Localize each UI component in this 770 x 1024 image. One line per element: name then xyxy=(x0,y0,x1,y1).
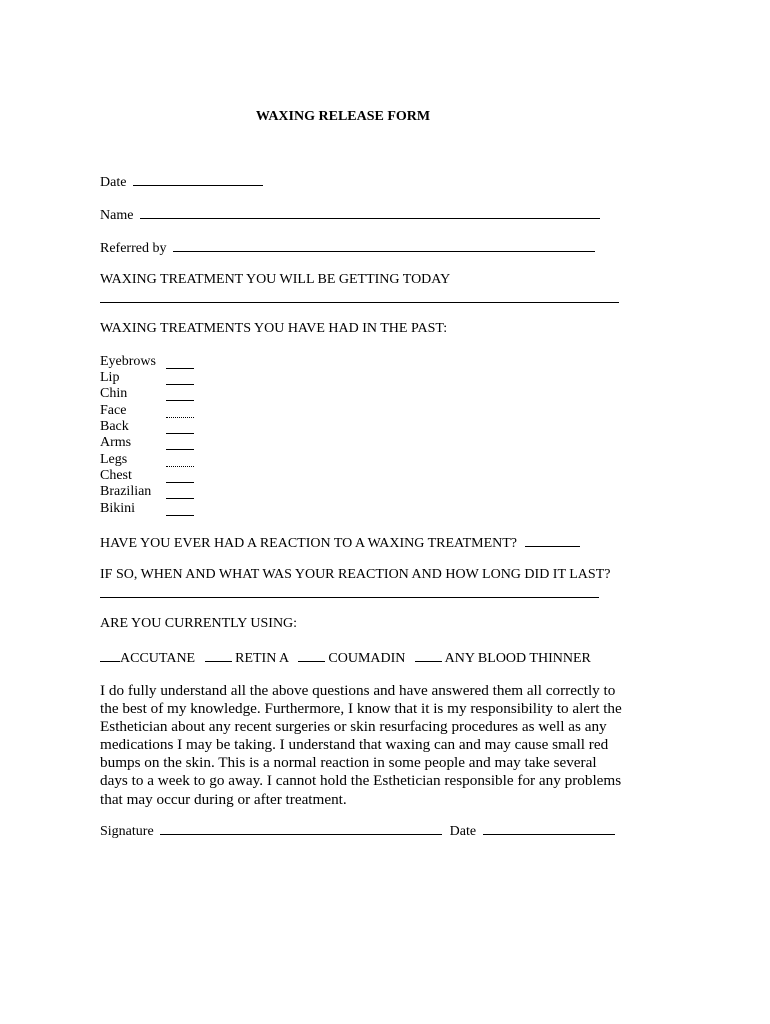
statement-line: days to a week to go away. I cannot hold the Esthetician responsible for any problems xyxy=(100,772,622,790)
release-statement xyxy=(100,682,640,809)
reaction-question: HAVE YOU EVER HAD A REACTION TO A WAXING TREATMENT? xyxy=(100,536,518,551)
statement-line: I do fully understand all the above questions and have answered them all correctly to xyxy=(100,682,616,699)
option-accutane: ACCUTANE xyxy=(120,651,196,666)
medications-heading: ARE YOU CURRENTLY USING: xyxy=(100,616,298,631)
treatment-item-blank[interactable] xyxy=(166,384,194,385)
treatment-item-blank[interactable] xyxy=(166,498,194,499)
statement-line: the best of my knowledge. Furthermore, I know that it is my responsibility to alert the xyxy=(100,700,622,718)
referred-by-field[interactable] xyxy=(173,240,595,252)
treatment-item-label: Eyebrows xyxy=(100,354,156,369)
statement-line: Esthetician about any recent surgeries or skin resurfacing procedures as well as any xyxy=(100,718,607,736)
treatment-item-label: Bikini xyxy=(100,501,136,516)
treatment-item-label: Brazilian xyxy=(100,484,152,499)
retin-a-blank[interactable] xyxy=(205,650,232,662)
statement-line: bumps on the skin. This is a normal reaction in some people and may take several xyxy=(100,754,597,772)
signature-date-label: Date xyxy=(449,824,477,839)
date-row xyxy=(100,174,263,190)
signature-field[interactable] xyxy=(160,823,442,835)
signature-date-field[interactable] xyxy=(483,823,615,835)
statement-line: that may occur during or after treatment. xyxy=(100,790,347,808)
treatment-item-blank[interactable] xyxy=(166,368,194,369)
signature-label: Signature xyxy=(100,824,154,839)
name-label: Name xyxy=(100,208,134,223)
treatment-item-blank[interactable] xyxy=(166,449,194,450)
treatment-item-blank[interactable] xyxy=(166,433,194,434)
treatment-item-label: Lip xyxy=(100,370,120,385)
signature-row xyxy=(100,823,615,839)
treatment-item-blank[interactable] xyxy=(166,417,194,418)
reaction-followup: IF SO, WHEN AND WHAT WAS YOUR REACTION AND HOW LONG DID IT LAST? xyxy=(100,567,611,582)
referred-row xyxy=(100,240,595,256)
reaction-followup-field[interactable] xyxy=(100,597,599,598)
reaction-row xyxy=(100,535,580,551)
date-field[interactable] xyxy=(133,174,263,186)
statement-line: medications I may be taking. I understand that waxing can and may cause small red xyxy=(100,736,609,754)
treatment-item-label: Chin xyxy=(100,386,128,401)
name-field[interactable] xyxy=(140,207,600,219)
name-row xyxy=(100,207,600,223)
treatment-item-label: Face xyxy=(100,403,127,418)
reaction-answer-field[interactable] xyxy=(525,535,580,547)
date-label: Date xyxy=(100,175,127,190)
treatment-item-label: Arms xyxy=(100,435,132,450)
treatment-today-field[interactable] xyxy=(100,302,619,303)
page-title: WAXING RELEASE FORM xyxy=(255,109,431,124)
accutane-blank[interactable] xyxy=(100,650,120,662)
referred-by-label: Referred by xyxy=(100,241,167,256)
option-coumadin: COUMADIN xyxy=(328,651,406,666)
blood-thinner-blank[interactable] xyxy=(415,650,442,662)
treatment-item-blank[interactable] xyxy=(166,400,194,401)
option-retin-a: RETIN A xyxy=(235,651,289,666)
option-blood-thinner: ANY BLOOD THINNER xyxy=(444,651,591,666)
treatment-item-label: Chest xyxy=(100,468,132,483)
treatment-item-blank[interactable] xyxy=(166,466,194,467)
coumadin-blank[interactable] xyxy=(298,650,325,662)
medications-row xyxy=(100,650,591,666)
treatment-item-blank[interactable] xyxy=(166,482,194,483)
past-treatments-heading: WAXING TREATMENTS YOU HAVE HAD IN THE PAST: xyxy=(100,321,448,336)
treatment-today-label: WAXING TREATMENT YOU WILL BE GETTING TODAY xyxy=(100,272,451,287)
treatment-item-label: Back xyxy=(100,419,129,434)
treatment-item-label: Legs xyxy=(100,452,128,467)
treatment-item-blank[interactable] xyxy=(166,515,194,516)
